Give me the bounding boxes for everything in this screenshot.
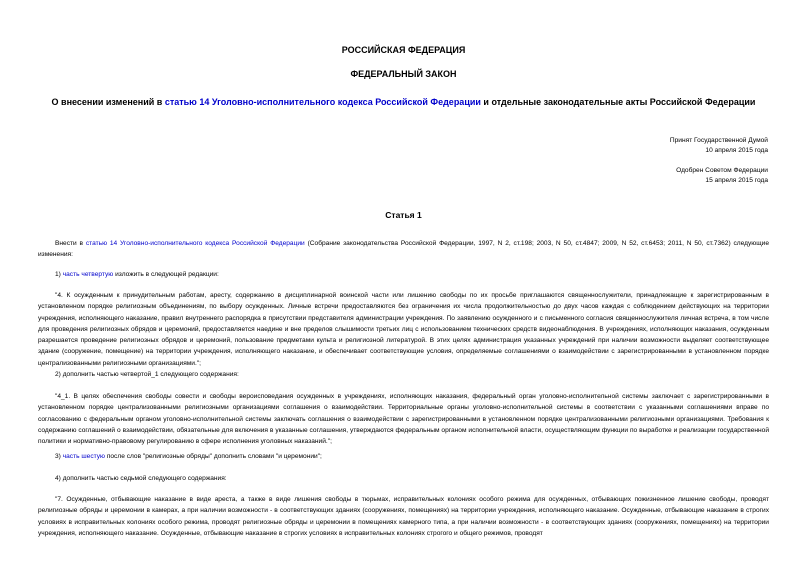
article-heading: Статья 1 — [385, 210, 422, 220]
country-heading: РОССИЙСКАЯ ФЕДЕРАЦИЯ — [341, 45, 466, 55]
intro-text-post: (Собрание законодательства Российской Федерации, 1997, N 2, ст.198; 2003, N 50, ст.4847; 2009, N 52, ст.6453; 2011, N 50, ст.7362) следующие изменения: — [38, 240, 770, 259]
title-text-pre: О внесении изменений в — [51, 97, 165, 107]
council-approval — [676, 166, 768, 186]
duma-adoption-line1: Принят Государственной Думой — [669, 137, 768, 144]
title-text-post: и отдельные законодательные акты Российской Федерации — [480, 97, 756, 107]
intro-article-link[interactable]: статью 14 Уголовно-исполнительного кодекса Российской Федерации — [85, 240, 305, 247]
item-3-post: после слов "религиозные обряды" дополнить словами "и церемонии"; — [104, 453, 322, 460]
council-approval-date: 15 апреля 2015 года — [705, 177, 768, 184]
duma-adoption — [670, 136, 768, 156]
law-title — [0, 97, 807, 107]
article-intro — [38, 238, 769, 261]
quote-part-4: "4. К осужденным к принудительным работам, аресту, содержанию в дисциплинарной воинской части или лишению свободы по их просьбе приглашаются священнослужители, принадлежащие к зарегистрированным в установленном порядке религиозным объединениям, по выбору осужденных. Личные встречи предоставляются без ограничения их числа продолжительностью до двух часов каждая с соблюдением действующих на территории учреждения, исполняющего наказание, правил внутреннего распорядка в присутствии представителя администрации учреждения. По заявлению осужденного и с письменного согласия священнослужителя личная встреча, в том числе для проведения религиозных обрядов и церемоний, предоставляется наедине и вне пределов слышимости третьих лиц с использованием технических средств видеонаблюдения. В учреждениях, исполняющих наказания, осужденным разрешается проведение религиозных обрядов и церемоний, пользование предметами культа и религиозной литературой. В этих целях администрация указанных учреждений при наличии возможности выделяет соответствующее здание (сооружение, помещение) на территории учреждения, исполняющего наказание, и обеспечивает соответствующие условия, определяемые соглашениями о взаимодействии с зарегистрированными в установленном порядке централизованными религиозными организациями."; — [38, 292, 769, 367]
quote-part-4-1: "4_1. В целях обеспечения свободы совести и свободы вероисповедания осужденных в учреждениях, исполняющих наказания, федеральный орган уголовно-исполнительной системы заключает с зарегистрированными в установленном порядке централизованными религиозными организациями соглашения о взаимодействии. Территориальные органы уголовно-исполнительной системы в соответствии с указанными соглашениями вправе по согласованию с федеральным органом уголовно-исполнительной системы заключать соглашения о взаимодействии с зарегистрированными в установленном порядке централизованными религиозными организациями. Требования к содержанию соглашений о взаимодействии, обязательные для включения в указанные соглашения, утверждаются федеральным органом исполнительной власти, осуществляющим функции по выработке и реализации государственной политики и нормативно-правовому регулированию в сфере исполнения уголовных наказаний."; — [38, 393, 769, 446]
item-3-pre: 3) — [55, 453, 63, 460]
item-1-post: изложить в следующей редакции: — [113, 271, 219, 278]
item-1 — [38, 269, 769, 280]
title-article-link[interactable]: статью 14 Уголовно-исполнительного кодекса Российской Федерации — [164, 97, 481, 107]
item-1-pre: 1) — [55, 271, 63, 278]
part-six-link[interactable]: часть шестую — [62, 453, 105, 460]
item-4: 4) дополнить частью седьмой следующего содержания: — [55, 475, 227, 482]
law-type-heading: ФЕДЕРАЛЬНЫЙ ЗАКОН — [350, 69, 457, 79]
duma-adoption-date: 10 апреля 2015 года — [705, 147, 768, 154]
quote-part-7: "7. Осужденные, отбывающие наказание в виде ареста, а также в виде лишения свободы в тюрьмах, исправительных колониях особого режима для осужденных, отбывающих пожизненное лишение свободы, проводят религиозные обряды и церемонии в камерах, а при наличии возможности - в соответствующих зданиях (сооружениях, помещениях) на территории учреждения, исполняющего наказание. Осужденные, отбывающие наказание в строгих условиях в исправительных колониях особого режима, проводят религиозные обряды и церемонии в помещениях камерного типа, а при наличии возможности - в соответствующих зданиях (сооружениях, помещениях) на территории учреждения, исполняющего наказание. Осужденные, отбывающие наказание в строгих условиях в исправительных колониях строгого и общего режимов, проводят — [38, 496, 769, 537]
council-approval-line1: Одобрен Советом Федерации — [676, 167, 768, 174]
item-2: 2) дополнить частью четвертой_1 следующего содержания: — [55, 371, 239, 378]
part-four-link[interactable]: часть четвертую — [62, 271, 114, 278]
intro-text-pre: Внести в — [55, 240, 86, 247]
item-3 — [38, 451, 769, 462]
